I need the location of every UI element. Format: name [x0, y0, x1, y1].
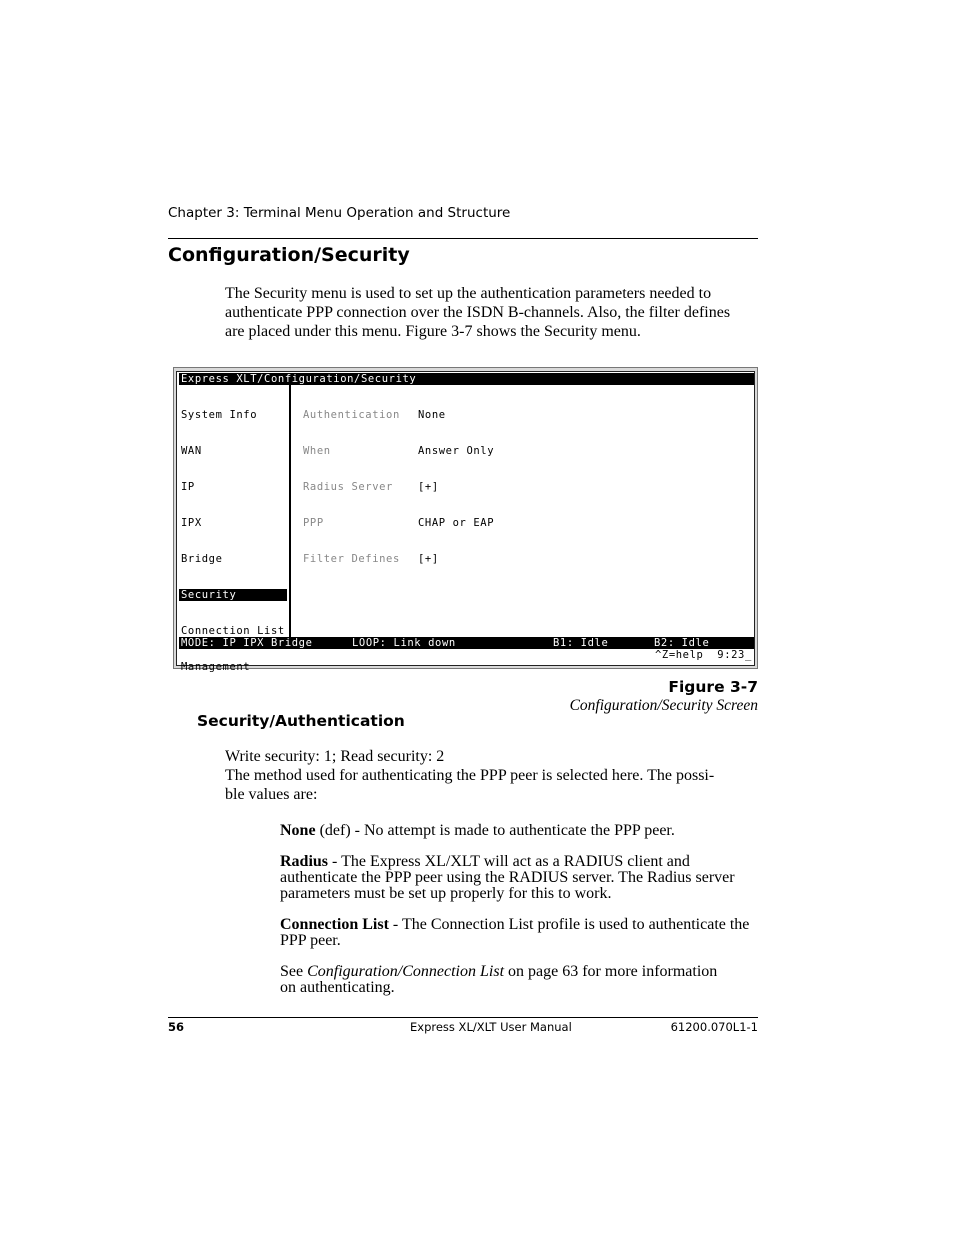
option-none-text: (def) - No attempt is made to authenticate the PPP peer. [315, 822, 675, 839]
subsection-title: Security/Authentication [197, 712, 405, 730]
menu-item-bridge[interactable]: Bridge [181, 553, 223, 565]
terminal-title-bar: Express XLT/Configuration/Security [179, 373, 754, 385]
footer-divider [168, 1017, 758, 1018]
intro-line: authenticate PPP connection over the ISDN B-channels. Also, the filter defines [225, 304, 731, 321]
param-label-authentication[interactable]: Authentication [303, 409, 400, 421]
intro-paragraph [225, 284, 760, 341]
param-value-filter-defines[interactable]: [+] [418, 553, 439, 565]
param-labels [303, 385, 400, 577]
menu-item-system-info[interactable]: System Info [181, 409, 258, 421]
option-connection-list-text: - The Connection List profile is used to authenticate the PPP peer. [280, 916, 750, 949]
option-radius [280, 854, 760, 902]
terminal-help-line: ^Z=help 9:23_ [655, 649, 752, 661]
param-label-when[interactable]: When [303, 445, 331, 457]
see-prefix: See [280, 963, 308, 980]
terminal-status-bar [179, 637, 754, 649]
option-radius-text: - The Express XL/XLT will act as a RADIUS client and authenticate the PPP peer using the RADIUS server. The Radius server parameters must be set up properly for this to work. [280, 853, 735, 902]
status-loop: LOOP: Link down [352, 637, 456, 649]
menu-item-connection-list[interactable]: Connection List [181, 625, 285, 637]
see-reference [280, 964, 735, 996]
terminal-pane-divider [289, 385, 291, 637]
param-value-ppp[interactable]: CHAP or EAP [418, 517, 495, 529]
see-reference-link[interactable]: Configuration/Connection List [307, 963, 505, 980]
option-radius-term: Radius [280, 853, 329, 870]
param-value-radius-server[interactable]: [+] [418, 481, 439, 493]
param-label-filter-defines[interactable]: Filter Defines [303, 553, 400, 565]
section-title: Configuration/Security [168, 244, 410, 266]
param-values [418, 385, 494, 577]
figure-label: Figure 3-7 [668, 678, 758, 696]
intro-line: The Security menu is used to set up the authentication parameters needed to [225, 285, 712, 302]
status-mode: MODE: IP IPX Bridge [181, 637, 313, 649]
footer-manual-title: Express XL/XLT User Manual [410, 1020, 572, 1034]
param-label-radius-server[interactable]: Radius Server [303, 481, 393, 493]
write-read-security: Write security: 1; Read security: 2 [225, 748, 445, 765]
menu-item-management[interactable]: Management [181, 661, 251, 673]
menu-item-security[interactable]: Security [179, 589, 287, 601]
menu-item-ip[interactable]: IP [181, 481, 195, 493]
method-paragraph [225, 766, 765, 804]
intro-line: are placed under this menu. Figure 3-7 shows the Security menu. [225, 323, 641, 340]
footer-page-number: 56 [168, 1020, 185, 1034]
menu-item-wan[interactable]: WAN [181, 445, 202, 457]
option-none [280, 823, 760, 839]
method-line: The method used for authenticating the PPP peer is selected here. The possi- [225, 767, 715, 784]
param-label-ppp[interactable]: PPP [303, 517, 324, 529]
chapter-header: Chapter 3: Terminal Menu Operation and Structure [168, 205, 511, 221]
option-connection-list [280, 917, 760, 949]
param-value-when[interactable]: Answer Only [418, 445, 495, 457]
option-connection-list-term: Connection List [280, 916, 389, 933]
figure-caption: Configuration/Security Screen [569, 697, 758, 714]
param-value-authentication[interactable]: None [418, 409, 446, 421]
status-b1: B1: Idle [553, 637, 609, 649]
header-divider [168, 238, 758, 239]
status-b2: B2: Idle [654, 637, 710, 649]
menu-item-ipx[interactable]: IPX [181, 517, 202, 529]
method-line: ble values are: [225, 786, 318, 803]
footer-doc-number: 61200.070L1-1 [670, 1020, 758, 1034]
option-none-term: None [280, 822, 316, 839]
see-suffix: on page 63 for more information on authenticating. [280, 963, 718, 996]
